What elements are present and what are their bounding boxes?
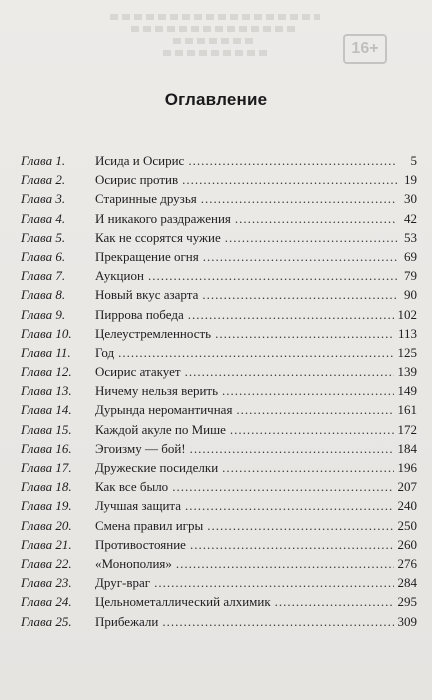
dot-leader	[162, 612, 393, 631]
chapter-title: Лучшая защита	[95, 498, 182, 514]
chapter-label: Глава 12.	[21, 364, 72, 380]
toc-entry	[21, 285, 417, 304]
dot-leader	[275, 592, 394, 611]
page-title: Оглавление	[164, 90, 268, 109]
chapter-label: Глава 16.	[21, 440, 72, 456]
toc-entry	[21, 458, 417, 477]
chapter-title: Прибежали	[95, 613, 159, 629]
page-number: 309	[397, 613, 417, 629]
toc-entry	[21, 189, 417, 208]
chapter-label: Глава 10.	[21, 325, 72, 341]
chapter-title: Противостояние	[95, 536, 186, 552]
dot-leader	[215, 324, 394, 343]
toc-entry	[21, 324, 417, 343]
dot-leader	[188, 151, 397, 170]
page-number: 125	[397, 344, 417, 360]
table-of-contents	[21, 151, 417, 631]
chapter-label: Глава 15.	[21, 421, 72, 437]
chapter-title: Новый вкус азарта	[95, 287, 199, 303]
chapter-title: Год	[95, 344, 115, 360]
dot-leader	[190, 535, 394, 554]
chapter-label: Глава 3.	[21, 191, 66, 207]
bleed-through-text	[110, 8, 320, 68]
toc-entry	[21, 535, 417, 554]
toc-entry	[21, 343, 417, 362]
page-number: 149	[397, 383, 417, 399]
chapter-title: Цельнометаллический алхимик	[95, 594, 271, 610]
page-number: 207	[397, 479, 417, 495]
page-number: 196	[397, 460, 417, 475]
dot-leader	[148, 266, 397, 285]
chapter-title: Исида и Осирис	[95, 153, 185, 168]
page-number: 69	[404, 248, 417, 264]
chapter-label: Глава 2.	[21, 172, 66, 188]
chapter-title: Осирис атакует	[95, 364, 181, 380]
toc-entry	[21, 151, 417, 170]
dot-leader	[225, 228, 397, 247]
chapter-title: «Монополия»	[95, 555, 172, 571]
toc-entry	[21, 477, 417, 496]
chapter-title: Дурында неромантичная	[95, 402, 233, 418]
dot-leader	[222, 458, 393, 477]
chapter-title: Друг-враг	[95, 575, 151, 591]
page-number: 295	[397, 594, 417, 610]
dot-leader	[230, 420, 394, 439]
page-number: 30	[404, 191, 417, 207]
chapter-title: Эгоизму — бой!	[95, 440, 186, 456]
dot-leader	[235, 209, 397, 228]
chapter-label: Глава 24.	[21, 594, 72, 610]
chapter-title: Пиррова победа	[95, 306, 184, 322]
chapter-title: Осирис против	[95, 172, 179, 188]
chapter-label: Глава 9.	[21, 306, 66, 322]
chapter-title: Как не ссорятся чужие	[95, 229, 221, 245]
page-number: 113	[397, 325, 417, 341]
chapter-title: И никакого раздражения	[95, 210, 231, 226]
chapter-title: Смена правил игры	[95, 517, 204, 533]
page-number: 42	[404, 210, 417, 226]
dot-leader	[176, 554, 394, 573]
chapter-label: Глава 23.	[21, 575, 72, 591]
toc-entry	[21, 496, 417, 515]
chapter-label: Глава 7.	[21, 268, 66, 284]
chapter-label: Глава 6.	[21, 248, 66, 264]
page-number: 250	[397, 517, 417, 533]
toc-entry	[21, 247, 417, 266]
dot-leader	[201, 189, 397, 208]
chapter-title: Каждой акуле по Мише	[95, 421, 226, 437]
chapter-title: Целеустремленность	[95, 325, 212, 341]
toc-entry	[21, 554, 417, 573]
dot-leader	[185, 496, 393, 515]
toc-entry	[21, 170, 417, 189]
chapter-title: Прекращение огня	[95, 248, 199, 264]
page-number: 284	[397, 575, 417, 591]
chapter-label: Глава 5.	[21, 229, 66, 245]
chapter-label: Глава 20.	[21, 517, 72, 533]
dot-leader	[154, 573, 393, 592]
chapter-title: Ничему нельзя верить	[95, 383, 219, 399]
page-number: 90	[404, 287, 417, 303]
chapter-label: Глава 4.	[21, 210, 66, 226]
page-number: 172	[397, 421, 417, 437]
chapter-label: Глава 21.	[21, 536, 72, 552]
toc-entry	[21, 400, 417, 419]
toc-entry	[21, 592, 417, 611]
toc-entry	[21, 362, 417, 381]
dot-leader	[182, 170, 397, 189]
toc-entry	[21, 573, 417, 592]
toc-entry	[21, 439, 417, 458]
chapter-label: Глава 18.	[21, 479, 72, 495]
age-rating-badge: 16+	[343, 34, 387, 64]
chapter-label: Глава 8.	[21, 287, 66, 303]
page-number: 5	[410, 153, 417, 168]
page-number: 102	[397, 306, 417, 322]
toc-entry	[21, 228, 417, 247]
dot-leader	[188, 305, 394, 324]
chapter-label: Глава 17.	[21, 460, 72, 475]
dot-leader	[118, 343, 393, 362]
chapter-label: Глава 25.	[21, 613, 72, 629]
chapter-label: Глава 11.	[21, 344, 71, 360]
toc-entry	[21, 420, 417, 439]
dot-leader	[203, 247, 397, 266]
toc-entry	[21, 305, 417, 324]
chapter-label: Глава 22.	[21, 555, 72, 571]
page-number: 139	[397, 364, 417, 380]
dot-leader	[172, 477, 393, 496]
chapter-label: Глава 13.	[21, 383, 72, 399]
page-number: 276	[397, 555, 417, 571]
page-number: 19	[404, 172, 417, 188]
toc-entry	[21, 381, 417, 400]
chapter-title: Старинные друзья	[95, 191, 197, 207]
chapter-title: Аукцион	[95, 268, 144, 284]
page-number: 161	[397, 402, 417, 418]
dot-leader	[236, 400, 393, 419]
page-number: 184	[397, 440, 417, 456]
toc-entry	[21, 612, 417, 631]
chapter-title: Дружеские посиделки	[95, 460, 219, 475]
toc-entry	[21, 209, 417, 228]
page-number: 260	[397, 536, 417, 552]
chapter-label: Глава 1.	[21, 153, 66, 168]
toc-entry	[21, 516, 417, 535]
dot-leader	[207, 516, 393, 535]
page-number: 240	[397, 498, 417, 514]
page-number: 79	[404, 268, 417, 284]
dot-leader	[202, 285, 397, 304]
toc-entry	[21, 266, 417, 285]
chapter-title: Как все было	[95, 479, 169, 495]
dot-leader	[185, 362, 394, 381]
chapter-label: Глава 14.	[21, 402, 72, 418]
dot-leader	[222, 381, 393, 400]
chapter-label: Глава 19.	[21, 498, 72, 514]
page-number: 53	[404, 229, 417, 245]
dot-leader	[190, 439, 394, 458]
